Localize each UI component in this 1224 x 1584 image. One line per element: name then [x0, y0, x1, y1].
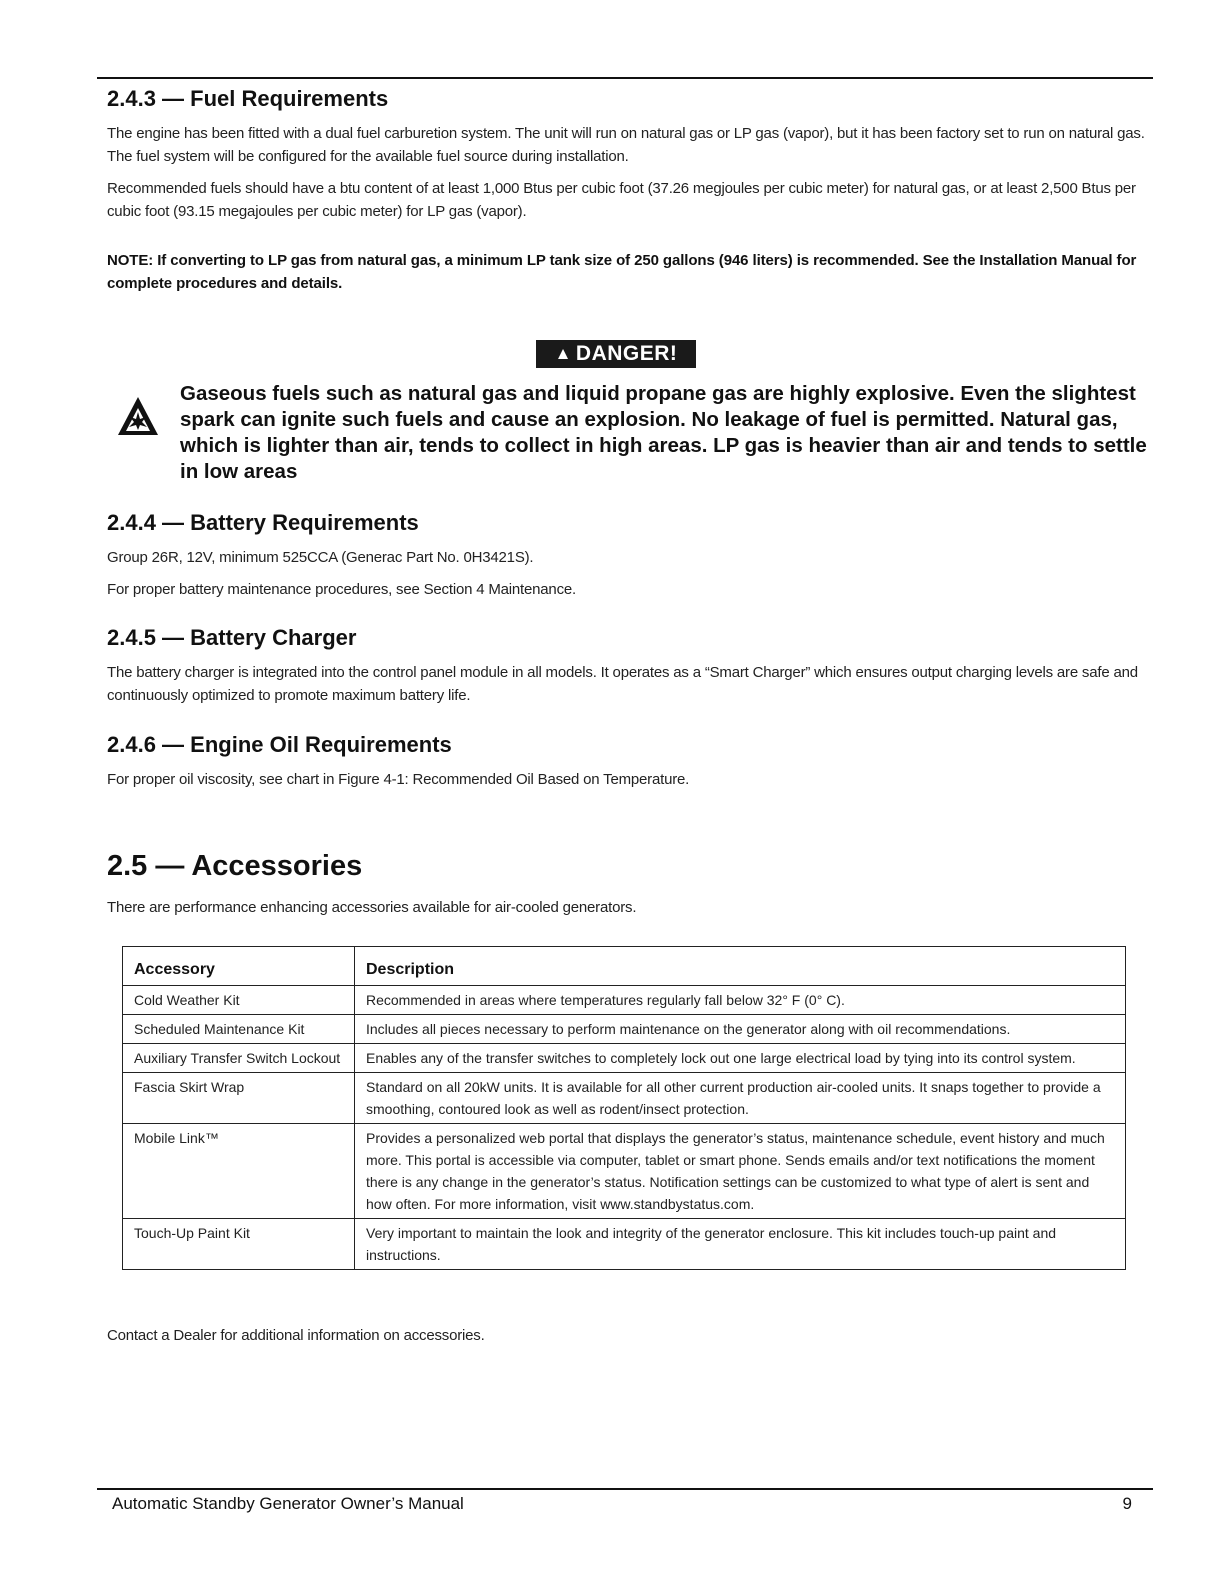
explosion-warning-icon — [117, 396, 159, 436]
accessory-cell: Mobile Link™ — [123, 1124, 355, 1219]
accessory-cell: Touch-Up Paint Kit — [123, 1219, 355, 1270]
section-heading-battery-requirements: 2.4.4 — Battery Requirements — [107, 510, 419, 535]
column-header-description: Description — [355, 947, 1126, 986]
fuel-paragraph-1: The engine has been fitted with a dual fuel carburetion system. The unit will run on natural gas or LP gas (vapor), but it has been factory set to run on natural gas. The fuel system will be configured for the available fuel source during installation. — [107, 125, 1145, 165]
table-row — [123, 986, 1126, 1015]
fuel-note: NOTE: If converting to LP gas from natural gas, a minimum LP tank size of 250 gallons (946 liters) is recommended. See the Installation Manual for complete procedures and details. — [107, 252, 1137, 292]
page-number: 9 — [1122, 1494, 1132, 1513]
table-row — [123, 1015, 1126, 1044]
accessory-cell: Scheduled Maintenance Kit — [123, 1015, 355, 1044]
footer-manual-title: Automatic Standby Generator Owner’s Manual — [112, 1494, 464, 1513]
fuel-paragraph-2: Recommended fuels should have a btu content of at least 1,000 Btus per cubic foot (37.26 megjoules per cubic meter) for natural gas, or at least 2,500 Btus per cubic foot (93.15 megajoules per cubic meter) for LP gas (vapor). — [107, 180, 1136, 220]
accessories-footer-note: Contact a Dealer for additional information on accessories. — [107, 1327, 485, 1344]
warning-triangle-icon: ▲ — [554, 344, 572, 363]
table-row — [123, 1124, 1126, 1219]
section-heading-battery-charger: 2.4.5 — Battery Charger — [107, 625, 357, 650]
table-row — [123, 1073, 1126, 1124]
description-cell: Enables any of the transfer switches to completely lock out one large electrical load by tying into its control system. — [355, 1044, 1126, 1073]
section-heading-accessories: 2.5 — Accessories — [107, 850, 363, 882]
accessory-cell: Fascia Skirt Wrap — [123, 1073, 355, 1124]
danger-banner — [536, 340, 696, 368]
battery-paragraph-2: For proper battery maintenance procedures, see Section 4 Maintenance. — [107, 581, 576, 598]
description-cell: Very important to maintain the look and integrity of the generator enclosure. This kit includes touch-up paint and instructions. — [355, 1219, 1126, 1270]
danger-message: Gaseous fuels such as natural gas and liquid propane gas are highly explosive. Even the slightest spark can ignite such fuels and cause an explosion. No leakage of fuel is permitted. Natural gas, which is lighter than air, tends to collect in high areas. LP gas is heavier than air and tends to settle in low areas — [180, 382, 1147, 483]
section-heading-engine-oil: 2.4.6 — Engine Oil Requirements — [107, 732, 452, 757]
battery-paragraph-1: Group 26R, 12V, minimum 525CCA (Generac Part No. 0H3421S). — [107, 549, 534, 566]
top-rule — [97, 77, 1153, 79]
bottom-rule — [97, 1488, 1153, 1490]
charger-paragraph: The battery charger is integrated into the control panel module in all models. It operates as a “Smart Charger” which ensures output charging levels are safe and continuously optimized to promote maximum battery life. — [107, 664, 1138, 704]
table-header-row — [123, 947, 1126, 986]
description-cell: Provides a personalized web portal that displays the generator’s status, maintenance schedule, event history and much more. This portal is accessible via computer, tablet or smart phone. Sends emails and/or text notifications the moment there is any change in the generator’s status. Notification settings can be customized to what type of alert is sent and how often. For more information, visit www.standbystatus.com. — [355, 1124, 1126, 1219]
accessories-table — [122, 946, 1126, 1270]
accessory-cell: Cold Weather Kit — [123, 986, 355, 1015]
description-cell: Recommended in areas where temperatures regularly fall below 32° F (0° C). — [355, 986, 1126, 1015]
accessories-intro: There are performance enhancing accessories available for air-cooled generators. — [107, 899, 637, 916]
section-heading-fuel-requirements: 2.4.3 — Fuel Requirements — [107, 86, 389, 111]
description-cell: Standard on all 20kW units. It is available for all other current production air-cooled units. It snaps together to provide a smoothing, contoured look as well as rodent/insect protection. — [355, 1073, 1126, 1124]
column-header-accessory: Accessory — [123, 947, 355, 986]
table-row — [123, 1044, 1126, 1073]
oil-paragraph: For proper oil viscosity, see chart in Figure 4-1: Recommended Oil Based on Temperature. — [107, 771, 690, 788]
table-row — [123, 1219, 1126, 1270]
accessory-cell: Auxiliary Transfer Switch Lockout — [123, 1044, 355, 1073]
danger-label: DANGER! — [575, 342, 678, 365]
description-cell: Includes all pieces necessary to perform maintenance on the generator along with oil recommendations. — [355, 1015, 1126, 1044]
